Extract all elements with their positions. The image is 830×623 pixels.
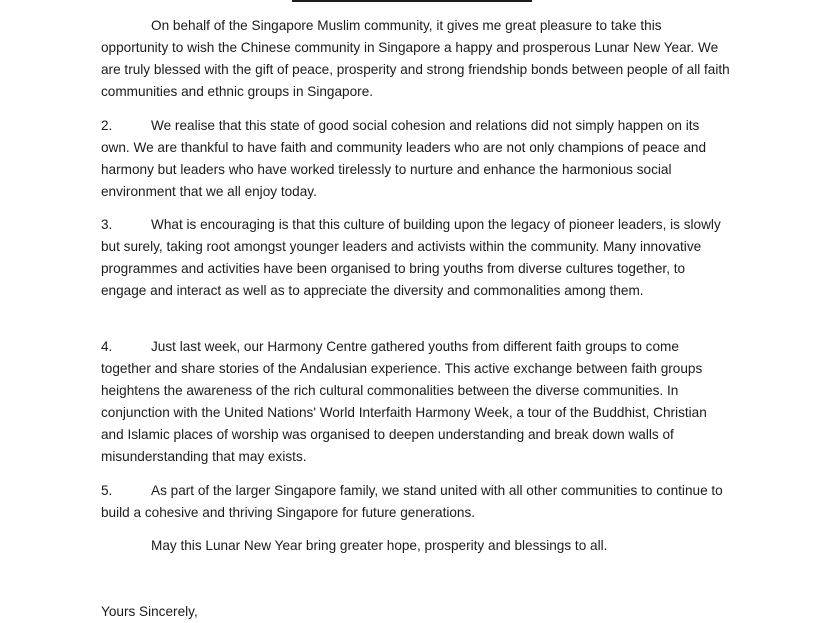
- paragraph-number: 2.: [101, 118, 113, 133]
- paragraph-text: What is encouraging is that this culture of building upon the legacy of pioneer leaders, is slowly but surely, taking root amongst younger leaders and activists within the community. Many innovative programmes and activities have been organised to bring youths from diverse cultures together, to engage and interact as well as to appreciate the diversity and commonalities among them.: [101, 217, 721, 298]
- paragraph-3: [101, 214, 731, 302]
- paragraph-number: 5.: [101, 483, 113, 498]
- paragraph-number: 4.: [101, 339, 113, 354]
- paragraph-2: [101, 115, 731, 203]
- intro-paragraph: [101, 15, 731, 103]
- paragraph-5: [101, 480, 731, 524]
- paragraph-number: 3.: [101, 217, 113, 232]
- intro-text: On behalf of the Singapore Muslim community, it gives me great pleasure to take this opportunity to wish the Chinese community in Singapore a happy and prosperous Lunar New Year. We are truly blessed with the gift of peace, prosperity and strong friendship bonds between people of all faith communities and ethnic groups in Singapore.: [101, 18, 730, 99]
- paragraph-text: Just last week, our Harmony Centre gathered youths from different faith groups to come together and share stories of the Andalusian experience. This active exchange between faith groups heightens the awareness of the rich cultural commonalities between the diverse communities. In conjunction with the United Nations' World Interfaith Harmony Week, a tour of the Buddhist, Christian and Islamic places of worship was organised to deepen understanding and break down walls of misunderstanding that may exists.: [101, 339, 707, 464]
- paragraph-4: [101, 336, 731, 468]
- heading-underline-cropped: [292, 0, 532, 2]
- paragraph-text: As part of the larger Singapore family, we stand united with all other communities to continue to build a cohesive and thriving Singapore for future generations.: [101, 483, 723, 520]
- paragraph-text: We realise that this state of good social cohesion and relations did not simply happen on its own. We are thankful to have faith and community leaders who are not only champions of peace and harmony but leaders who have worked tirelessly to nurture and enhance the harmonious social environment that we all enjoy today.: [101, 118, 707, 199]
- closing-line: May this Lunar New Year bring greater hope, prosperity and blessings to all.: [151, 538, 608, 553]
- signoff: Yours Sincerely,: [101, 604, 198, 619]
